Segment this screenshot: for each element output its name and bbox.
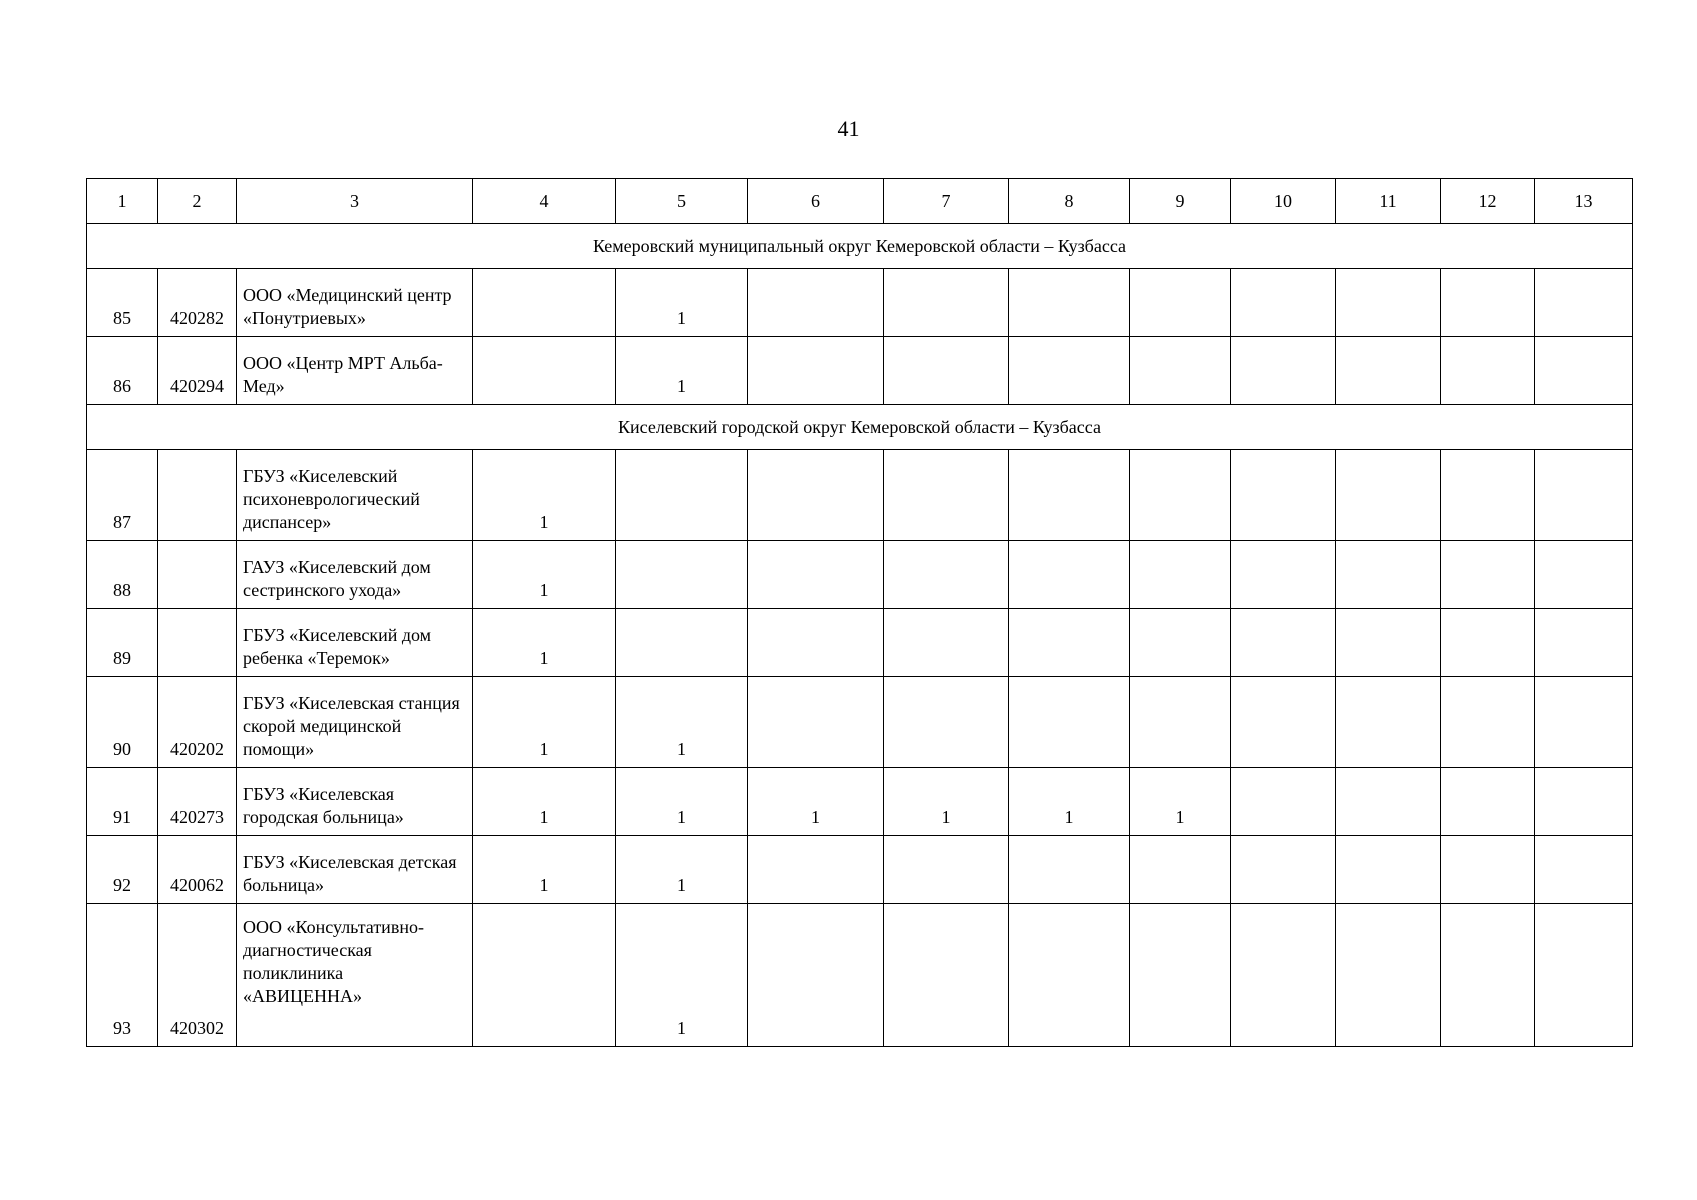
header-cell: 6: [748, 179, 884, 224]
table-cell: [1535, 337, 1633, 405]
table-cell: [616, 541, 748, 609]
table-cell: [884, 337, 1009, 405]
table-cell: [884, 609, 1009, 677]
table-cell: [1441, 904, 1535, 1047]
section-heading-row: [87, 405, 1633, 450]
table-cell: 1: [473, 836, 616, 904]
table-cell: [473, 269, 616, 337]
header-cell: 10: [1231, 179, 1336, 224]
org-code: [158, 609, 237, 677]
data-table: [86, 178, 1633, 1047]
table-cell: [1441, 269, 1535, 337]
table-cell: [1441, 541, 1535, 609]
table-cell: [1441, 450, 1535, 541]
table-cell: 1: [473, 768, 616, 836]
table-cell: [748, 677, 884, 768]
table-cell: [1009, 541, 1130, 609]
table-cell: [748, 337, 884, 405]
table-cell: [1009, 609, 1130, 677]
org-name: ГБУЗ «Киселевский психоневрологический диспансер»: [237, 450, 473, 541]
table-cell: [1441, 836, 1535, 904]
table-cell: 1: [748, 768, 884, 836]
row-number: 91: [87, 768, 158, 836]
row-number: 92: [87, 836, 158, 904]
org-code: [158, 450, 237, 541]
table-cell: 1: [616, 904, 748, 1047]
table-cell: [1009, 677, 1130, 768]
table-cell: [1009, 904, 1130, 1047]
table-row: [87, 337, 1633, 405]
table-cell: [616, 609, 748, 677]
header-cell: 3: [237, 179, 473, 224]
table-cell: [1231, 269, 1336, 337]
table-cell: [1009, 337, 1130, 405]
table-cell: [1231, 541, 1336, 609]
table-cell: [884, 269, 1009, 337]
row-number: 93: [87, 904, 158, 1047]
table-row: [87, 269, 1633, 337]
table-cell: [1535, 677, 1633, 768]
table-cell: [884, 450, 1009, 541]
table-row: [87, 768, 1633, 836]
table-cell: 1: [473, 541, 616, 609]
table-cell: 1: [616, 836, 748, 904]
section-heading-row: [87, 224, 1633, 269]
row-number: 90: [87, 677, 158, 768]
org-name: ГБУЗ «Киселевская станция скорой медицинской помощи»: [237, 677, 473, 768]
table-cell: [1535, 904, 1633, 1047]
table-cell: [1231, 609, 1336, 677]
table-cell: 1: [1009, 768, 1130, 836]
table-cell: [1535, 541, 1633, 609]
table-cell: [1130, 677, 1231, 768]
header-cell: 13: [1535, 179, 1633, 224]
org-code: 420294: [158, 337, 237, 405]
table-cell: [1130, 836, 1231, 904]
org-name: ГБУЗ «Киселевский дом ребенка «Теремок»: [237, 609, 473, 677]
table-cell: [1009, 836, 1130, 904]
table-cell: [748, 836, 884, 904]
org-code: 420302: [158, 904, 237, 1047]
header-cell: 2: [158, 179, 237, 224]
table-cell: [748, 541, 884, 609]
table-cell: [1441, 677, 1535, 768]
table-cell: [1441, 337, 1535, 405]
org-name: ООО «Консультативно-диагностическая поликлиника «АВИЦЕННА»: [237, 904, 473, 1047]
table-cell: [884, 904, 1009, 1047]
org-name: ООО «Центр МРТ Альба-Мед»: [237, 337, 473, 405]
page-number: 41: [837, 116, 860, 141]
table-cell: [884, 541, 1009, 609]
header-cell: 5: [616, 179, 748, 224]
table-cell: [1336, 609, 1441, 677]
table-cell: 1: [1130, 768, 1231, 836]
table-cell: [1336, 904, 1441, 1047]
table-cell: [1130, 450, 1231, 541]
header-cell: 7: [884, 179, 1009, 224]
table-cell: [1535, 450, 1633, 541]
table-cell: [748, 609, 884, 677]
table-cell: [1336, 677, 1441, 768]
header-cell: 4: [473, 179, 616, 224]
table-row: [87, 904, 1633, 1047]
row-number: 86: [87, 337, 158, 405]
table-cell: [1535, 768, 1633, 836]
header-cell: 11: [1336, 179, 1441, 224]
section-title: Киселевский городской округ Кемеровской области – Кузбасса: [87, 405, 1633, 450]
org-name: ГБУЗ «Киселевская детская больница»: [237, 836, 473, 904]
table-cell: [473, 904, 616, 1047]
section-title: Кемеровский муниципальный округ Кемеровской области – Кузбасса: [87, 224, 1633, 269]
table-cell: [1336, 337, 1441, 405]
org-name: ООО «Медицинский центр «Понутриевых»: [237, 269, 473, 337]
table-cell: [748, 450, 884, 541]
row-number: 85: [87, 269, 158, 337]
table-cell: [1535, 836, 1633, 904]
table-cell: [1130, 269, 1231, 337]
header-cell: 9: [1130, 179, 1231, 224]
table-cell: [1336, 541, 1441, 609]
table-row: [87, 609, 1633, 677]
table-cell: [1231, 337, 1336, 405]
table-cell: [1130, 609, 1231, 677]
org-code: 420202: [158, 677, 237, 768]
table-cell: [1009, 269, 1130, 337]
table-cell: [1535, 269, 1633, 337]
table-cell: [1231, 904, 1336, 1047]
table-row: [87, 450, 1633, 541]
table-cell: 1: [473, 450, 616, 541]
table-header-row: [87, 179, 1633, 224]
table-row: [87, 836, 1633, 904]
table-row: [87, 541, 1633, 609]
row-number: 89: [87, 609, 158, 677]
org-code: 420062: [158, 836, 237, 904]
table-cell: [1130, 541, 1231, 609]
org-code: 420282: [158, 269, 237, 337]
table-cell: [1130, 904, 1231, 1047]
table-cell: [1336, 450, 1441, 541]
table-cell: [748, 904, 884, 1047]
table-cell: 1: [473, 677, 616, 768]
table-cell: [1231, 836, 1336, 904]
header-cell: 8: [1009, 179, 1130, 224]
table-cell: 1: [616, 337, 748, 405]
table-cell: 1: [473, 609, 616, 677]
table-cell: [884, 677, 1009, 768]
org-code: 420273: [158, 768, 237, 836]
table-cell: [1336, 768, 1441, 836]
table-cell: [884, 836, 1009, 904]
table-cell: 1: [616, 269, 748, 337]
table-cell: [1336, 836, 1441, 904]
org-name: ГБУЗ «Киселевская городская больница»: [237, 768, 473, 836]
table-cell: [1130, 337, 1231, 405]
table-cell: [1441, 768, 1535, 836]
table-cell: [1231, 677, 1336, 768]
table-cell: [1535, 609, 1633, 677]
table-cell: 1: [616, 768, 748, 836]
header-cell: 12: [1441, 179, 1535, 224]
table-cell: [1231, 768, 1336, 836]
table-row: [87, 677, 1633, 768]
table-cell: [1336, 269, 1441, 337]
table-cell: [473, 337, 616, 405]
table-cell: [1441, 609, 1535, 677]
table-cell: [748, 269, 884, 337]
row-number: 88: [87, 541, 158, 609]
header-cell: 1: [87, 179, 158, 224]
table-cell: [1009, 450, 1130, 541]
table-cell: [1231, 450, 1336, 541]
org-name: ГАУЗ «Киселевский дом сестринского ухода»: [237, 541, 473, 609]
table-cell: [616, 450, 748, 541]
row-number: 87: [87, 450, 158, 541]
table-cell: 1: [616, 677, 748, 768]
table-cell: 1: [884, 768, 1009, 836]
org-code: [158, 541, 237, 609]
